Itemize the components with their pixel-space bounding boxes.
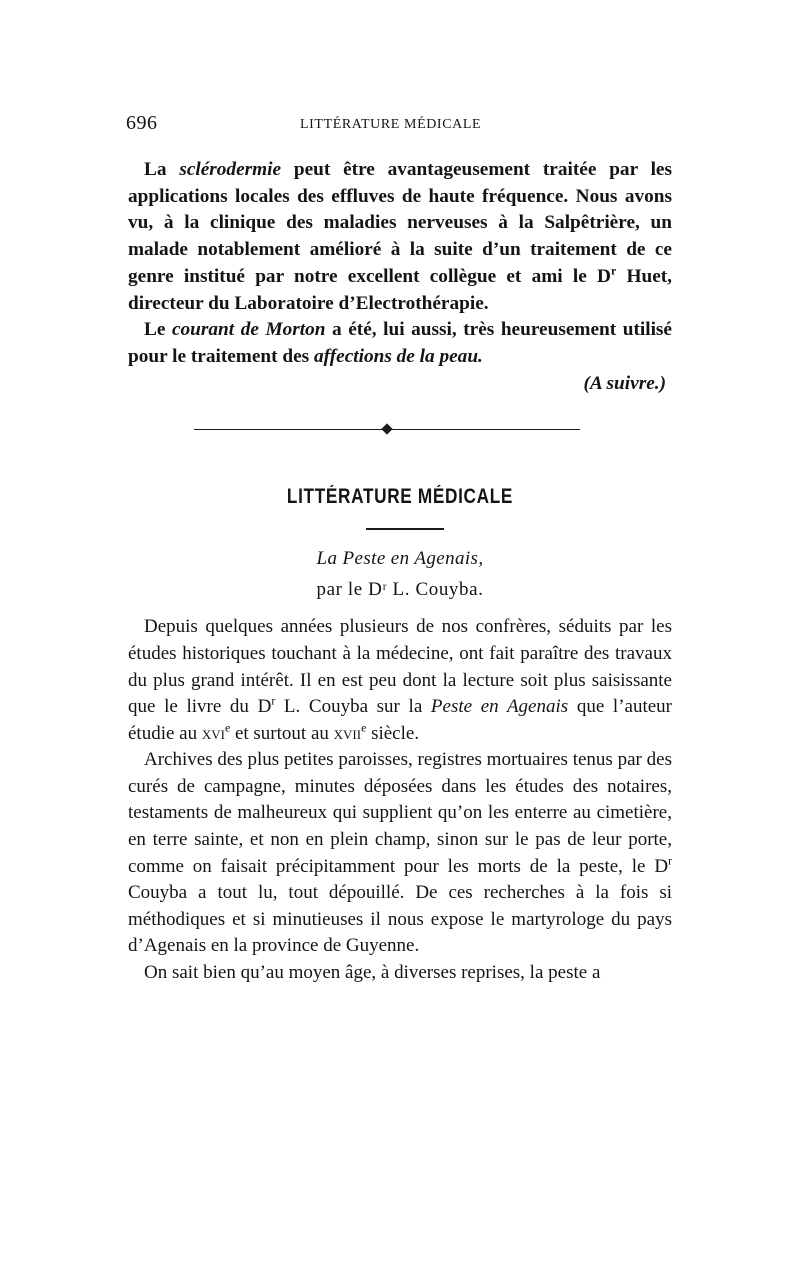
text-run: La: [144, 159, 180, 180]
running-head: [128, 112, 672, 142]
text-run: sclérodermie: [179, 159, 282, 180]
text-run: r: [668, 854, 672, 868]
page-number: 696: [126, 112, 158, 134]
text-run: e: [361, 721, 367, 735]
text-run: a été, lui aussi, très heureusement utilisé pour le traitement des: [128, 319, 672, 367]
section-separator: [194, 429, 580, 430]
section-title: LITTÉRATURE MÉDICALE: [286, 485, 514, 509]
text-run: Couyba a tout lu, tout dépouillé. De ces recherches à la fois si méthodiques et si minutieuses il nous expose le martyrologe du pays d’Agenais en la province de Guyenne.: [128, 882, 672, 957]
text-run: e: [224, 721, 231, 735]
text-run: Depuis quelques années plusieurs de nos confrères, séduits par les études historiques touchant à la médecine, ont fait paraître des travaux du plus grand intérêt. Il en est peu dont la lecture soit plus saisissante que le livre du D: [128, 616, 672, 718]
text-run: r: [271, 694, 276, 708]
running-title: LITTÉRATURE MÉDICALE: [300, 117, 482, 132]
text-run: Le: [144, 319, 172, 341]
text-run: courant de Morton: [171, 319, 326, 341]
text-run: xvii: [333, 722, 362, 744]
text-run: Huet, directeur du Laboratoire d’Electrothérapie.: [128, 265, 672, 314]
byline: par le Dʳ L. Couyba.: [316, 579, 484, 601]
review-paragraph: [128, 960, 672, 987]
text-run: siècle.: [366, 722, 420, 744]
text-run: r: [610, 263, 617, 278]
text-run: et surtout au: [230, 722, 334, 744]
title-rule: [366, 528, 444, 530]
continuation-note: [128, 371, 672, 398]
separator-diamond-ornament: [381, 424, 392, 435]
text-run: peut être avantageusement traitée par les applications locales des effluves de haute fréquence. Nous avons vu, à la clinique des maladies nerveuses à la Salpêtrière, un malade notablement amélioré à la suite d’un traitement de ce genre institué par notre excellent collègue et ami le D: [128, 159, 672, 287]
review-paragraph: [128, 747, 672, 960]
text-run: On sait bien qu’au moyen âge, à diverses reprises, la peste a: [144, 962, 601, 984]
text-run: affections de la peau.: [314, 345, 483, 367]
book-title: La Peste en Agenais,: [316, 548, 484, 570]
continuation-note-text: (A suivre.): [583, 372, 666, 394]
intro-paragraph: [128, 317, 672, 370]
text-run: L. Couyba sur la: [275, 696, 431, 718]
intro-paragraph: [128, 157, 672, 317]
text-run: xvi: [201, 722, 225, 744]
review-paragraph: [128, 614, 672, 747]
text-run: Archives des plus petites paroisses, registres mortuaires tenus par des curés de campagne, minutes déposées dans les études des notaires, testaments de malheureux qui supplient qu’on les enterre au cimetière, en terre sainte, et non en plein champ, sinon sur le pas de leur porte, comme on faisait précipitamment pour les morts de la peste, le D: [128, 749, 672, 877]
intro-text: [128, 157, 672, 397]
review-text: [128, 614, 672, 986]
text-run: Peste en Agenais: [430, 696, 569, 718]
text-run: que l’auteur étudie au: [128, 696, 672, 744]
book-page: [128, 112, 672, 987]
